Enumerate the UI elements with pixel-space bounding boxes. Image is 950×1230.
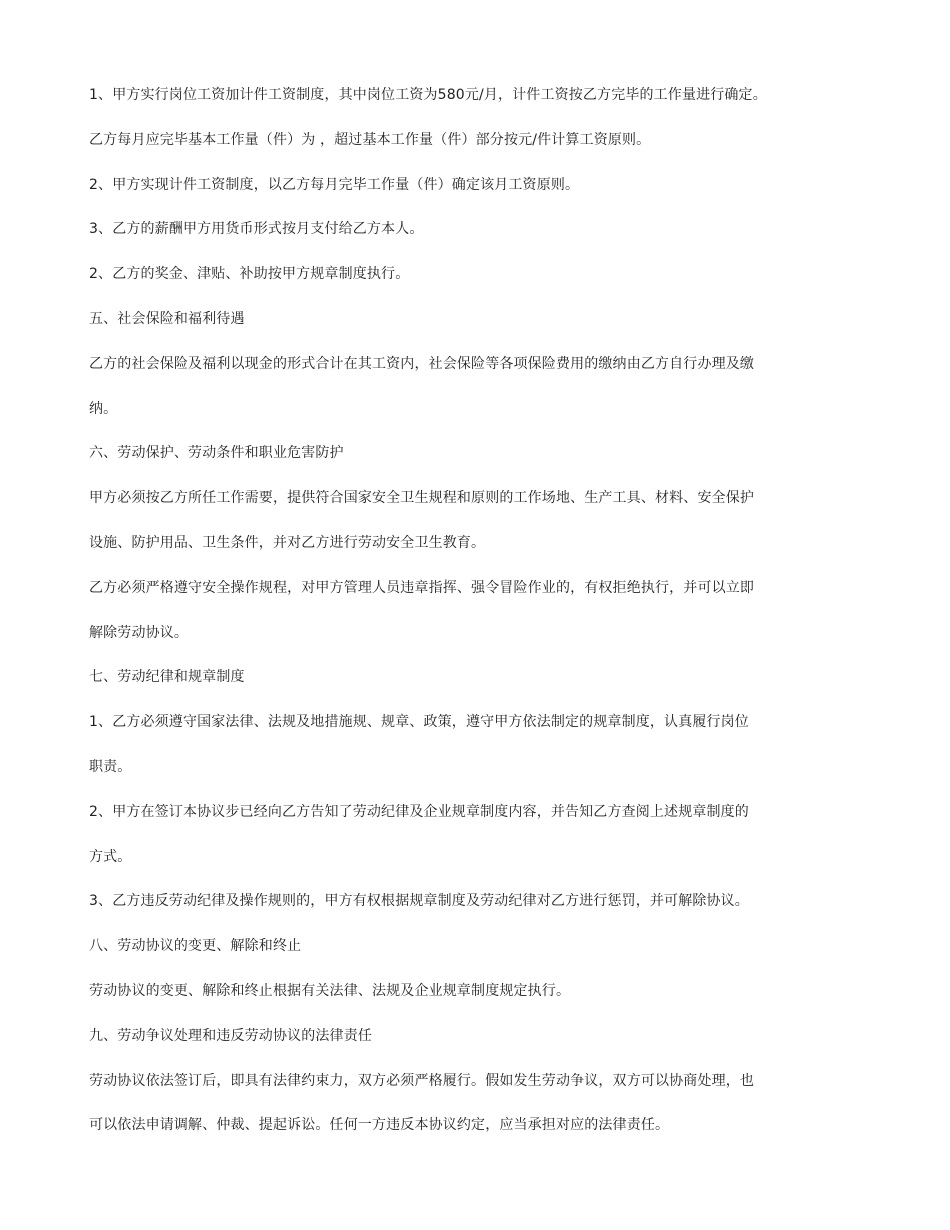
section-heading: 九、劳动争议处理和违反劳动协议的法律责任 [89, 1027, 372, 1044]
document-body [89, 84, 889, 1159]
paragraph-line: 2、甲方实现计件工资制度，以乙方每月完毕工作量（件）确定该月工资原则。 [89, 176, 580, 193]
paragraph-line: 乙方必须严格遵守安全操作规程，对甲方管理人员违章指挥、强令冒险作业的，有权拒绝执行，并可以立即 [89, 579, 755, 596]
paragraph-line: 3、乙方违反劳动纪律及操作规则的，甲方有权根据规章制度及劳动纪律对乙方进行惩罚，并可解除协议。 [89, 893, 749, 910]
paragraph-line: 3、乙方的薪酬甲方用货币形式按月支付给乙方本人。 [89, 221, 424, 238]
paragraph-line: 2、甲方在签订本协议步已经向乙方告知了劳动纪律及企业规章制度内容，并告知乙方查阅上述规章制度的 [89, 803, 749, 820]
section-heading: 七、劳动纪律和规章制度 [89, 669, 245, 686]
paragraph-line: 乙方的社会保险及福利以现金的形式合计在其工资内，社会保险等各项保险费用的缴纳由乙方自行办理及缴 [89, 355, 755, 372]
section-heading: 六、劳动保护、劳动条件和职业危害防护 [89, 445, 344, 462]
paragraph-line: 甲方必须按乙方所任工作需要，提供符合国家安全卫生规程和原则的工作场地、生产工具、材料、安全保护 [89, 490, 755, 507]
section-heading: 八、劳动协议的变更、解除和终止 [89, 938, 302, 955]
paragraph-line: 设施、防护用品、卫生条件，并对乙方进行劳动安全卫生教育。 [89, 534, 486, 551]
paragraph-line: 劳动协议的变更、解除和终止根据有关法律、法规及企业规章制度规定执行。 [89, 982, 571, 999]
paragraph-line: 方式。 [89, 848, 132, 865]
paragraph-line: 乙方每月应完毕基本工作量（件）为 ，超过基本工作量（件）部分按元/件计算工资原则。 [89, 131, 651, 148]
paragraph-line: 解除劳动协议。 [89, 624, 189, 641]
paragraph-line: 1、甲方实行岗位工资加计件工资制度，其中岗位工资为580元/月，计件工资按乙方完毕的工作量进行确定。 [89, 87, 767, 103]
paragraph-line: 2、乙方的奖金、津贴、补助按甲方规章制度执行。 [89, 266, 410, 283]
paragraph-line: 劳动协议依法签订后，即具有法律约束力，双方必须严格履行。假如发生劳动争议，双方可以协商处理，也 [89, 1072, 755, 1089]
paragraph-line: 可以依法申请调解、仲裁、提起诉讼。任何一方违反本协议约定，应当承担对应的法律责任。 [89, 1117, 670, 1134]
paragraph-line: 1、乙方必须遵守国家法律、法规及地措施规、规章、政策，遵守甲方依法制定的规章制度，认真履行岗位 [89, 714, 749, 731]
paragraph-line: 职责。 [89, 758, 132, 775]
section-heading: 五、社会保险和福利待遇 [89, 310, 245, 327]
paragraph-line: 纳。 [89, 400, 118, 417]
